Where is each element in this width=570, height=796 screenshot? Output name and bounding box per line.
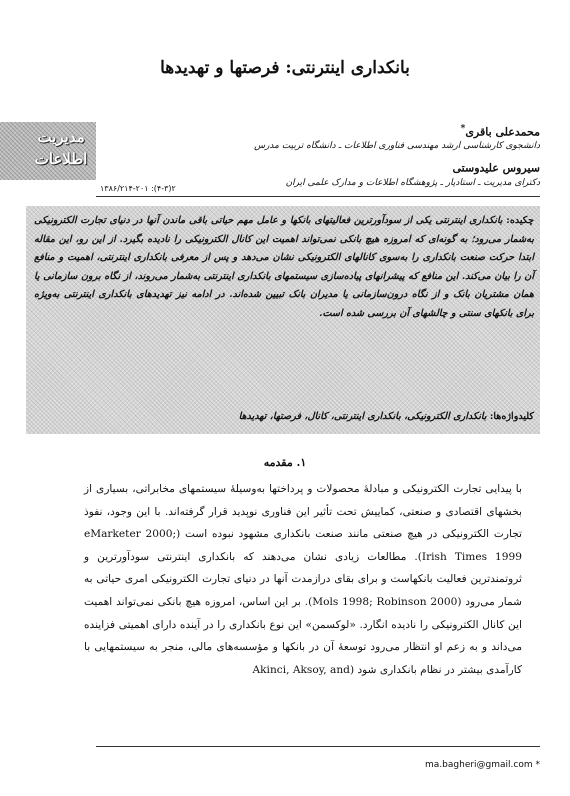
author-name-text: سیروس علیدوستی — [452, 161, 540, 175]
keywords — [34, 411, 534, 422]
body-paragraph: با پیدایی تجارت الکترونیکی و مبادلهٔ محصولات و پرداختها به‌وسیلهٔ سیستمهای مخابراتی، بسیاری از بخشهای اقتصادی و صنعتی، کماییش تحت تأثیر این فناوری نوپدید قرار گرفته‌اند. با این وجود، نفوذ تجارت الکترونیکی در هیچ صنعتی مانند صنعت بانکداری مشهود نبوده است (eMarketer 2000; Irish Times 1999). مطالعات زیادی نشان می‌دهند که بانکداری اینترنتی سودآورترین و ثروتمندترین فعالیت بانکهاست و برای بقای درازمدت آنها در دنیای تجارت الکترونیکی امری حیاتی به شمار می‌رود (Mols 1998; Robinson 2000). بر این اساس، امروزه هیچ بانکی نمی‌تواند اهمیت این کانال الکترونیکی را نادیده انگارد. «لوکسمن» این نوع بانکداری را در آینده دارای اهمیتی فزاینده می‌داند و به زعم او انتظار می‌رود توسعهٔ آن در بانکها و مؤسسه‌های مالی، منجر به سیستمهایی با کارآمدی بیشتر در نظام بانکداری شود (Akinci, Aksoy, and — [84, 483, 522, 676]
abstract-label: چکیده: — [506, 215, 535, 226]
author-affiliation: دانشجوی کارشناسی ارشد مهندسی فناوری اطلاعات ـ دانشگاه تربیت مدرس — [254, 141, 540, 151]
bibliographic-info: ۱۳۸۶/۲۱۴-۲۰۱ :(۴-۳)۲ — [100, 184, 176, 193]
journal-logo: مدیریت اطلاعات — [34, 128, 88, 168]
footnote-email: ma.bagheri@gmail.com * — [425, 760, 540, 770]
section-heading: ۱. مقدمه — [263, 456, 307, 469]
author-name — [461, 124, 540, 139]
keywords-text: بانکداری الکترونیکی، بانکداری اینترنتی، کانال، فرصتها، تهدیدها — [238, 411, 487, 422]
abstract-text: بانکداری اینترنتی یکی از سودآورترین فعالیتهای بانکها و عامل مهم حیاتی باقی ماندن آنها در دنیای تجارت الکترونیکی به‌شمار می‌رود؛ به گونه‌ای که امروزه هیچ بانکی نمی‌تواند اهمیت این کانال الکترونیکی را نادیده بگیرد. از این رو، این مقاله ابتدا حرکت صنعت بانکداری را به‌سوی کانالهای الکترونیکی نشان می‌دهد و پس از معرفی بانکداری اینترنتی، اهمیت و منافع آن را بیان می‌کند. این منافع که پیشرانهای پیاده‌سازی سیستمهای بانکداری اینترنتی به‌شمار می‌روند، از نگاه برون سازمانی یا همان مشتریان بانک و از نگاه درون‌سازمانی یا مدیران بانک تبیین شده‌اند. در ادامه نیز تهدیدهای بانکداری اینترنتی به‌ویژه برای بانکهای سنتی و چالشهای آن بررسی شده است. — [34, 215, 534, 319]
author-marker: * — [460, 124, 466, 134]
footnote-divider — [96, 746, 540, 747]
article-title: بانکداری اینترنتی: فرصتها و تهدیدها — [160, 58, 410, 78]
keywords-label: کلیدواژه‌ها: — [489, 411, 534, 422]
author-affiliation: دکترای مدیریت ـ استادیار ـ پژوهشگاه اطلاعات و مدارک علمی ایران — [285, 178, 540, 188]
header-divider — [96, 196, 540, 197]
author-name-text: محمدعلی باقری — [465, 125, 540, 139]
author-name — [453, 160, 541, 175]
abstract — [34, 212, 534, 324]
